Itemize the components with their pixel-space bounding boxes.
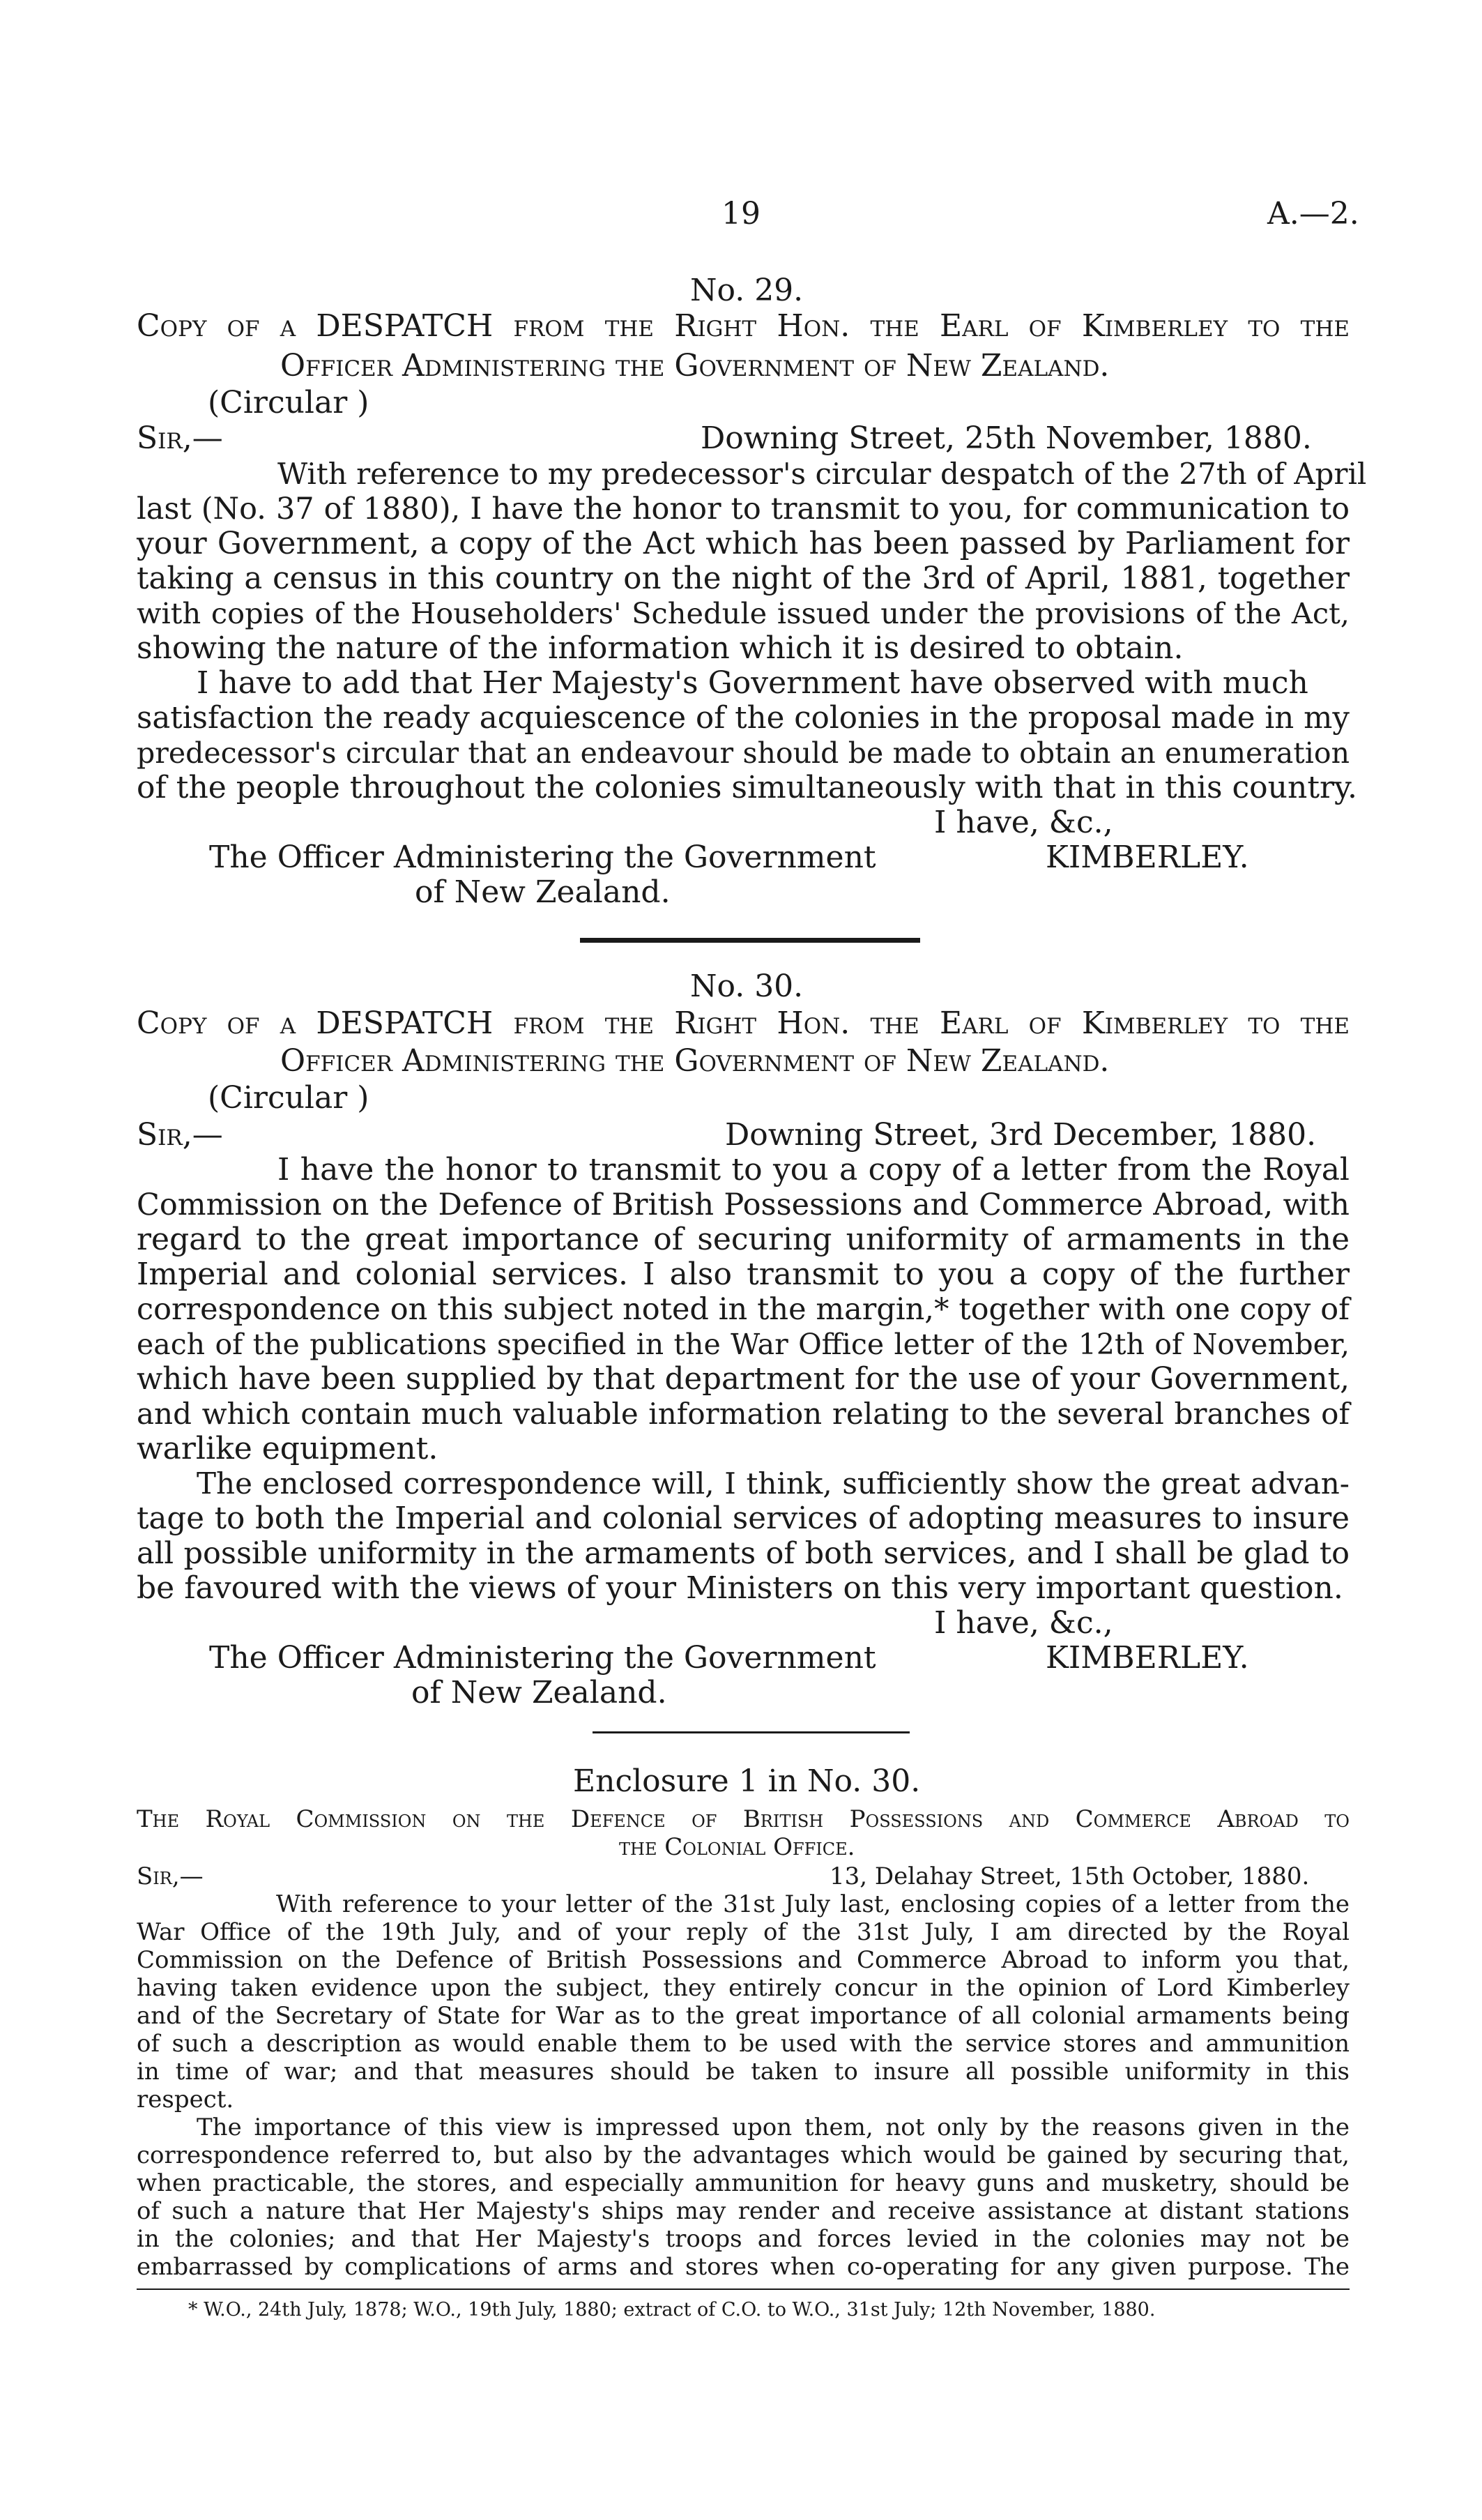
body-line: predecessor's circular that an endeavour should be made to obtain an enumeration — [137, 736, 1350, 770]
despatch-29-addressee-line1: The Officer Administering the Government — [209, 840, 876, 875]
despatch-30-signature: KIMBERLEY. — [1046, 1640, 1249, 1676]
despatch-30-number: No. 30. — [690, 969, 804, 1004]
body-line: showing the nature of the information which it is desired to obtain. — [137, 630, 1184, 666]
body-line: in time of war; and that measures should be taken to insure all possible uniformity in this — [137, 2058, 1350, 2086]
despatch-30-salutation: Sir,— — [137, 1117, 223, 1153]
body-line: tage to both the Imperial and colonial services of adopting measures to insure — [137, 1501, 1350, 1536]
body-line: with copies of the Householders' Schedule issued under the provisions of the Act, — [137, 596, 1350, 630]
despatch-30-title-line1: Copy of a DESPATCH from the Right Hon. the Earl of Kimberley to the — [137, 1005, 1350, 1041]
body-line: The importance of this view is impressed upon them, not only by the reasons given in the — [197, 2113, 1350, 2141]
despatch-30-circular: (Circular ) — [208, 1080, 369, 1116]
body-line: satisfaction the ready acquiescence of the colonies in the proposal made in my — [137, 701, 1350, 736]
body-line: Commission on the Defence of British Possessions and Commerce Abroad to inform you that, — [137, 1946, 1350, 1974]
body-line: Commission on the Defence of British Possessions and Commerce Abroad, with — [137, 1187, 1350, 1222]
body-line: your Government, a copy of the Act which has been passed by Parliament for — [137, 526, 1350, 561]
despatch-29-salutation: Sir,— — [137, 420, 223, 456]
body-line: correspondence referred to, but also by the advantages which would be gained by securing that, — [137, 2141, 1350, 2169]
despatch-30-title-line2: Officer Administering the Government of New Zealand. — [280, 1043, 1110, 1079]
enclosure-title-line2: the Colonial Office. — [619, 1833, 855, 1861]
despatch-29-circular: (Circular ) — [208, 385, 369, 420]
body-line: I have to add that Her Majesty's Government have observed with much — [197, 665, 1308, 701]
body-line: of such a description as would enable them to be used with the service stores and ammunition — [137, 2030, 1350, 2058]
body-line: when practicable, the stores, and especially ammunition for heavy guns and musketry, should be — [137, 2169, 1350, 2197]
footnote: * W.O., 24th July, 1878; W.O., 19th July, 1880; extract of C.O. to W.O., 31st July; 12th November, 1880. — [188, 2299, 1156, 2321]
despatch-29-closing: I have, &c., — [934, 805, 1113, 840]
body-line: regard to the great importance of securing uniformity of armaments in the — [137, 1222, 1350, 1257]
enclosure-place-date: 13, Delahay Street, 15th October, 1880. — [830, 1862, 1310, 1890]
despatch-30-addressee-line2: of New Zealand. — [411, 1675, 667, 1710]
despatch-29-number: No. 29. — [690, 273, 804, 308]
body-line: respect. — [137, 2086, 234, 2113]
body-line: and which contain much valuable information relating to the several branches of — [137, 1397, 1350, 1431]
body-line: all possible uniformity in the armaments of both services, and I shall be glad to — [137, 1536, 1350, 1571]
body-line: correspondence on this subject noted in the margin,* together with one copy of — [137, 1292, 1350, 1327]
section-divider-heavy — [580, 938, 920, 943]
body-line: War Office of the 19th July, and of your reply of the 31st July, I am directed by the Royal — [137, 1918, 1350, 1946]
despatch-29-place-date: Downing Street, 25th November, 1880. — [701, 420, 1312, 456]
body-line: be favoured with the views of your Ministers on this very important question. — [137, 1570, 1343, 1606]
body-line: embarrassed by complications of arms and stores when co-operating for any given purpose. The — [137, 2253, 1350, 2281]
despatch-29-title-line2: Officer Administering the Government of New Zealand. — [280, 348, 1110, 384]
despatch-30-closing: I have, &c., — [934, 1605, 1113, 1641]
page-number: 19 — [721, 196, 761, 231]
body-line: of the people throughout the colonies simultaneously with that in this country. — [137, 770, 1358, 805]
section-divider-thin — [593, 1731, 910, 1733]
body-line: which have been supplied by that department for the use of your Government, — [137, 1362, 1350, 1397]
footnote-divider — [137, 2289, 1350, 2290]
despatch-30-place-date: Downing Street, 3rd December, 1880. — [725, 1117, 1317, 1153]
enclosure-salutation: Sir,— — [137, 1862, 204, 1890]
body-line: taking a census in this country on the night of the 3rd of April, 1881, together — [137, 561, 1350, 596]
enclosure-title-line1: The Royal Commission on the Defence of British Possessions and Commerce Abroad to — [137, 1805, 1350, 1833]
despatch-30-addressee-line1: The Officer Administering the Government — [209, 1640, 876, 1676]
body-line: of such a nature that Her Majesty's ships may render and receive assistance at distant stations — [137, 2197, 1350, 2225]
body-line: I have the honor to transmit to you a copy of a letter from the Royal — [277, 1152, 1350, 1187]
body-line: The enclosed correspondence will, I think, sufficiently show the great advan- — [197, 1466, 1350, 1501]
body-line: warlike equipment. — [137, 1431, 438, 1466]
body-line: and of the Secretary of State for War as to the great importance of all colonial armaments being — [137, 2002, 1350, 2030]
despatch-29-addressee-line2: of New Zealand. — [415, 874, 671, 910]
enclosure-heading: Enclosure 1 in No. 30. — [573, 1763, 921, 1799]
body-line: having taken evidence upon the subject, they entirely concur in the opinion of Lord Kimberley — [137, 1974, 1350, 2002]
body-line: last (No. 37 of 1880), I have the honor to transmit to you, for communication to — [137, 492, 1350, 526]
despatch-29-title-line1: Copy of a DESPATCH from the Right Hon. the Earl of Kimberley to the — [137, 308, 1350, 344]
document-reference: A.—2. — [1267, 196, 1359, 231]
despatch-29-signature: KIMBERLEY. — [1046, 840, 1249, 875]
body-line: With reference to your letter of the 31st July last, enclosing copies of a letter from the — [276, 1890, 1350, 1918]
body-line: each of the publications specified in the War Office letter of the 12th of November, — [137, 1328, 1350, 1361]
body-line: Imperial and colonial services. I also transmit to you a copy of the further — [137, 1257, 1350, 1292]
body-line: With reference to my predecessor's circular despatch of the 27th of April — [277, 457, 1367, 491]
body-line: in the colonies; and that Her Majesty's troops and forces levied in the colonies may not be — [137, 2225, 1350, 2253]
